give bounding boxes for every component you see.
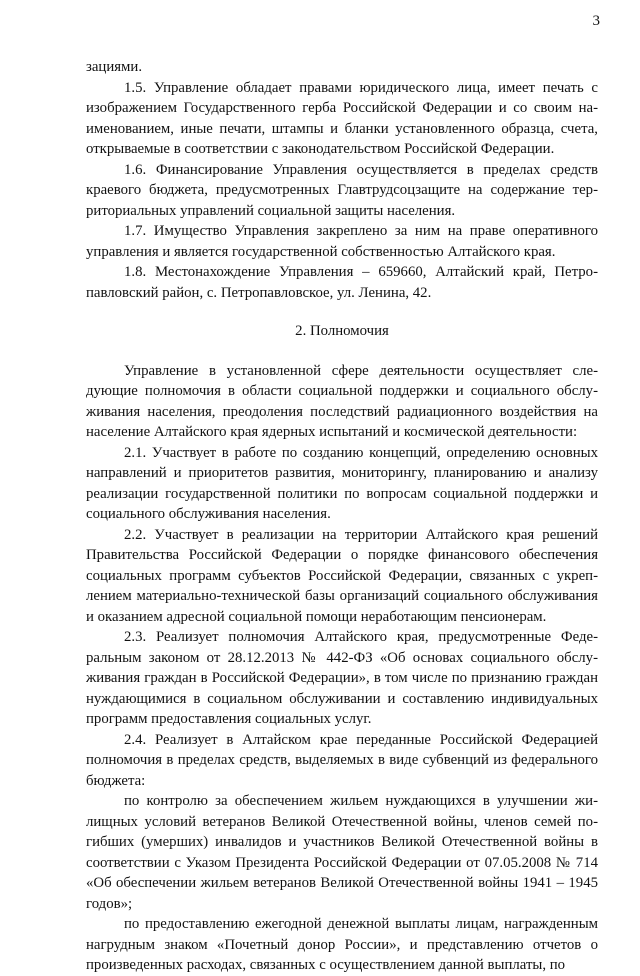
paragraph-1-8: 1.8. Местонахождение Управления – 659660, Алтайский край, Петропавловский район, с. Петропавловское, ул. Ленина, 42.: [86, 264, 598, 301]
paragraph-1-6: 1.6. Финансирование Управления осуществляется в пределах средств краевого бюджета, предусмотренных Главтрудсоцзащите на содержание территориальных управлений социальной защиты населения.: [86, 161, 598, 219]
page-number: 3: [592, 13, 600, 29]
paragraph-2-1: 2.1. Участвует в работе по созданию концепций, определению основных направлений и приоритетов развития, мониторингу, планированию и анализу реализации государственной политики по вопросам социальной поддержки и социального обслуживания населения.: [86, 444, 598, 522]
paragraph-2-4-item-2: по предоставлению ежегодной денежной выплаты лицам, награжденным нагрудным знаком «Почетный донор России», и представлению отчетов о произведенных расходах, связанных с осуществлением данной выплаты, по: [86, 916, 598, 973]
paragraph-1-5: 1.5. Управление обладает правами юридического лица, имеет печать с изображением Государственного герба Российской Федерации и со своим наименованием, иные печати, штампы и бланки установленного образца, счета, открываемые в соответствии с законодательством Российской Федерации.: [86, 79, 598, 157]
paragraph-continuation: зациями.: [86, 59, 143, 75]
paragraph-2-4: 2.4. Реализует в Алтайском крае переданные Российской Федерацией полномочия в пределах средств, выделяемых в виде субвенций из федерального бюджета:: [86, 731, 598, 789]
paragraph-2-2: 2.2. Участвует в реализации на территории Алтайского края решений Правительства Российской Федерации о порядке финансового обеспечения социальных программ субъектов Российской Федерации, связанных с укреплением материально-технической базы организаций социального обслуживания и оказанием адресной социальной помощи неработающим пенсионерам.: [86, 526, 598, 625]
paragraph-2-3: 2.3. Реализует полномочия Алтайского края, предусмотренные Федеральным законом от 28.12.2013 № 442-ФЗ «Об основах социального обслуживания граждан в Российской Федерации», в том числе по признанию граждан нуждающимися в социальном обслуживании и составлению индивидуальных программ предоставления социальных услуг.: [86, 629, 598, 727]
paragraph-1-7: 1.7. Имущество Управления закреплено за ним на праве оперативного управления и является государственной собственностью Алтайского края.: [86, 223, 598, 260]
document-body: [86, 57, 598, 976]
section-heading: 2. Полномочия: [295, 323, 389, 339]
paragraph-2-intro: Управление в установленной сфере деятельности осуществляет следующие полномочия в области социальной поддержки и социального обслуживания населения, преодоления последствий радиационного воздействия на население Алтайского края ядерных испытаний и космической деятельности:: [86, 362, 598, 440]
paragraph-2-4-item-1: по контролю за обеспечением жильем нуждающихся в улучшении жилищных условий ветеранов Великой Отечественной войны, членов семей погибших (умерших) инвалидов и участников Великой Отечественной войны в соответствии с Указом Президента Российской Федерации от 07.05.2008 № 714 «Об обеспечении жильем ветеранов Великой Отечественной войны 1941 – 1945 годов»;: [86, 793, 598, 912]
